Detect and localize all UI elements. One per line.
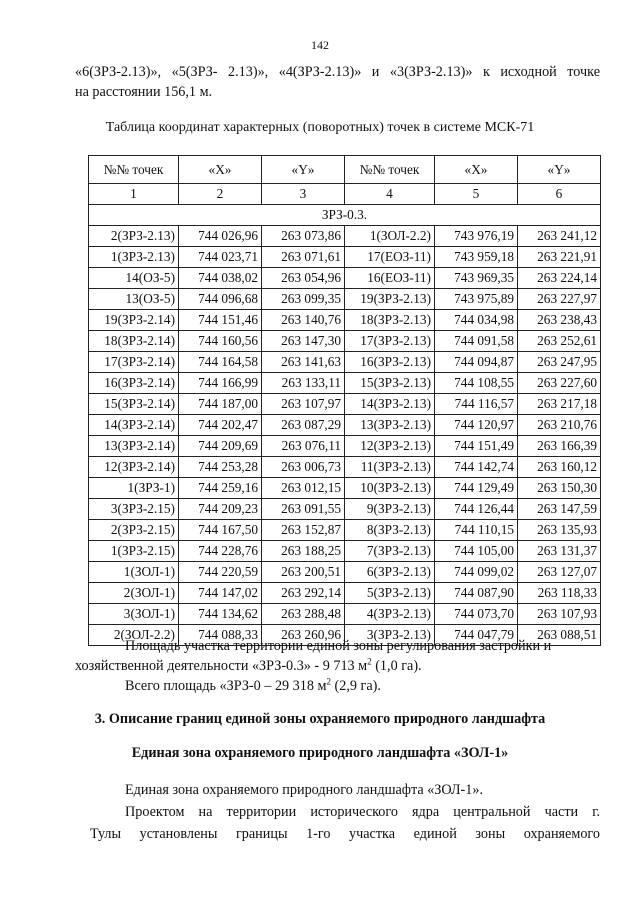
table-row bbox=[89, 373, 601, 394]
point-number-cell: 4(ЗРЗ-2.13) bbox=[345, 604, 435, 625]
point-number-cell: 5(ЗРЗ-2.13) bbox=[345, 583, 435, 604]
x-coordinate-cell: 744 164,58 bbox=[179, 352, 262, 373]
table-row bbox=[89, 520, 601, 541]
x-coordinate-cell: 744 209,69 bbox=[179, 436, 262, 457]
table-row bbox=[89, 583, 601, 604]
x-coordinate-cell: 744 038,02 bbox=[179, 268, 262, 289]
column-number: 1 bbox=[89, 184, 179, 205]
point-number-cell: 9(ЗРЗ-2.13) bbox=[345, 499, 435, 520]
x-coordinate-cell: 744 126,44 bbox=[435, 499, 518, 520]
table-row bbox=[89, 478, 601, 499]
point-number-cell: 7(ЗРЗ-2.13) bbox=[345, 541, 435, 562]
body-line-3: Тулы установлены границы 1-го участка единой зоны охраняемого bbox=[90, 826, 600, 842]
point-number-cell: 1(ЗОЛ-1) bbox=[89, 562, 179, 583]
point-number-cell: 3(ЗОЛ-1) bbox=[89, 604, 179, 625]
header-point-number: №№ точек bbox=[345, 156, 435, 184]
intro-line-2: на расстоянии 156,1 м. bbox=[75, 84, 213, 100]
x-coordinate-cell: 743 976,19 bbox=[435, 226, 518, 247]
y-coordinate-cell: 263 292,14 bbox=[262, 583, 345, 604]
x-coordinate-cell: 744 160,56 bbox=[179, 331, 262, 352]
table-row bbox=[89, 268, 601, 289]
x-coordinate-cell: 744 151,49 bbox=[435, 436, 518, 457]
y-coordinate-cell: 263 099,35 bbox=[262, 289, 345, 310]
column-number: 6 bbox=[518, 184, 601, 205]
x-coordinate-cell: 744 166,99 bbox=[179, 373, 262, 394]
y-coordinate-cell: 263 210,76 bbox=[518, 415, 601, 436]
point-number-cell: 18(ЗРЗ-2.13) bbox=[345, 310, 435, 331]
area-superscript: 2 bbox=[367, 656, 372, 667]
y-coordinate-cell: 263 252,61 bbox=[518, 331, 601, 352]
x-coordinate-cell: 744 120,97 bbox=[435, 415, 518, 436]
x-coordinate-cell: 744 129,49 bbox=[435, 478, 518, 499]
x-coordinate-cell: 744 073,70 bbox=[435, 604, 518, 625]
y-coordinate-cell: 263 247,95 bbox=[518, 352, 601, 373]
table-caption: Таблица координат характерных (поворотных) точек в системе МСК-71 bbox=[105, 120, 535, 135]
point-number-cell: 3(ЗРЗ-2.15) bbox=[89, 499, 179, 520]
coordinates-table bbox=[88, 155, 601, 646]
total-hectares: (2,9 га). bbox=[330, 678, 381, 694]
zone-label: ЗРЗ-0.3. bbox=[89, 205, 601, 226]
point-number-cell: 12(ЗРЗ-2.13) bbox=[345, 436, 435, 457]
y-coordinate-cell: 263 118,33 bbox=[518, 583, 601, 604]
y-coordinate-cell: 263 135,93 bbox=[518, 520, 601, 541]
x-coordinate-cell: 744 091,58 bbox=[435, 331, 518, 352]
area-text: хозяйственной деятельности «ЗРЗ-0.3» - 9 713 м bbox=[75, 658, 368, 674]
table-row bbox=[89, 457, 601, 478]
y-coordinate-cell: 263 150,30 bbox=[518, 478, 601, 499]
y-coordinate-cell: 263 166,39 bbox=[518, 436, 601, 457]
x-coordinate-cell: 744 088,33 bbox=[179, 625, 262, 646]
table-row bbox=[89, 499, 601, 520]
total-text: Всего площадь «ЗРЗ-0 – 29 318 м bbox=[125, 678, 327, 694]
point-number-cell: 11(ЗРЗ-2.13) bbox=[345, 457, 435, 478]
y-coordinate-cell: 263 088,51 bbox=[518, 625, 601, 646]
x-coordinate-cell: 744 047,79 bbox=[435, 625, 518, 646]
y-coordinate-cell: 263 133,11 bbox=[262, 373, 345, 394]
point-number-cell: 1(ЗРЗ-1) bbox=[89, 478, 179, 499]
point-number-cell: 14(ОЗ-5) bbox=[89, 268, 179, 289]
x-coordinate-cell: 744 220,59 bbox=[179, 562, 262, 583]
y-coordinate-cell: 263 152,87 bbox=[262, 520, 345, 541]
table-row bbox=[89, 541, 601, 562]
y-coordinate-cell: 263 054,96 bbox=[262, 268, 345, 289]
table-row bbox=[89, 247, 601, 268]
x-coordinate-cell: 744 147,02 bbox=[179, 583, 262, 604]
y-coordinate-cell: 263 012,15 bbox=[262, 478, 345, 499]
x-coordinate-cell: 744 034,98 bbox=[435, 310, 518, 331]
point-number-cell: 2(ЗРЗ-2.15) bbox=[89, 520, 179, 541]
x-coordinate-cell: 744 202,47 bbox=[179, 415, 262, 436]
section-heading: 3. Описание границ единой зоны охраняемого природного ландшафта bbox=[94, 711, 546, 727]
x-coordinate-cell: 744 259,16 bbox=[179, 478, 262, 499]
y-coordinate-cell: 263 091,55 bbox=[262, 499, 345, 520]
point-number-cell: 2(ЗРЗ-2.13) bbox=[89, 226, 179, 247]
table-row bbox=[89, 562, 601, 583]
column-number: 5 bbox=[435, 184, 518, 205]
table-header-row bbox=[89, 156, 601, 184]
y-coordinate-cell: 263 140,76 bbox=[262, 310, 345, 331]
point-number-cell: 18(ЗРЗ-2.14) bbox=[89, 331, 179, 352]
y-coordinate-cell: 263 141,63 bbox=[262, 352, 345, 373]
table-row bbox=[89, 415, 601, 436]
total-area bbox=[75, 676, 600, 696]
point-number-cell: 19(ЗРЗ-2.13) bbox=[345, 289, 435, 310]
y-coordinate-cell: 263 241,12 bbox=[518, 226, 601, 247]
y-coordinate-cell: 263 260,96 bbox=[262, 625, 345, 646]
area-hectares: (1,0 га). bbox=[371, 658, 422, 674]
y-coordinate-cell: 263 288,48 bbox=[262, 604, 345, 625]
y-coordinate-cell: 263 227,60 bbox=[518, 373, 601, 394]
point-number-cell: 16(ЗРЗ-2.13) bbox=[345, 352, 435, 373]
point-number-cell: 13(ЗРЗ-2.13) bbox=[345, 415, 435, 436]
header-x: «X» bbox=[179, 156, 262, 184]
table-row bbox=[89, 394, 601, 415]
y-coordinate-cell: 263 147,59 bbox=[518, 499, 601, 520]
body-line-1: Единая зона охраняемого природного ландшафта «ЗОЛ-1». bbox=[125, 782, 484, 798]
table-row bbox=[89, 331, 601, 352]
x-coordinate-cell: 744 209,23 bbox=[179, 499, 262, 520]
body-line-2: Проектом на территории исторического ядра центральной части г. bbox=[125, 804, 600, 820]
column-number: 4 bbox=[345, 184, 435, 205]
y-coordinate-cell: 263 200,51 bbox=[262, 562, 345, 583]
x-coordinate-cell: 743 969,35 bbox=[435, 268, 518, 289]
y-coordinate-cell: 263 238,43 bbox=[518, 310, 601, 331]
point-number-cell: 1(ЗОЛ-2.2) bbox=[345, 226, 435, 247]
y-coordinate-cell: 263 107,97 bbox=[262, 394, 345, 415]
x-coordinate-cell: 744 023,71 bbox=[179, 247, 262, 268]
point-number-cell: 2(ЗОЛ-1) bbox=[89, 583, 179, 604]
y-coordinate-cell: 263 006,73 bbox=[262, 457, 345, 478]
y-coordinate-cell: 263 107,93 bbox=[518, 604, 601, 625]
y-coordinate-cell: 263 188,25 bbox=[262, 541, 345, 562]
y-coordinate-cell: 263 160,12 bbox=[518, 457, 601, 478]
point-number-cell: 16(ЗРЗ-2.14) bbox=[89, 373, 179, 394]
x-coordinate-cell: 744 108,55 bbox=[435, 373, 518, 394]
y-coordinate-cell: 263 076,11 bbox=[262, 436, 345, 457]
point-number-cell: 13(ОЗ-5) bbox=[89, 289, 179, 310]
table-row bbox=[89, 289, 601, 310]
point-number-cell: 16(ЕОЗ-11) bbox=[345, 268, 435, 289]
table-row bbox=[89, 226, 601, 247]
x-coordinate-cell: 744 094,87 bbox=[435, 352, 518, 373]
point-number-cell: 17(ЗРЗ-2.14) bbox=[89, 352, 179, 373]
x-coordinate-cell: 744 151,46 bbox=[179, 310, 262, 331]
x-coordinate-cell: 743 975,89 bbox=[435, 289, 518, 310]
column-number: 3 bbox=[262, 184, 345, 205]
point-number-cell: 8(ЗРЗ-2.13) bbox=[345, 520, 435, 541]
x-coordinate-cell: 744 096,68 bbox=[179, 289, 262, 310]
table-row bbox=[89, 604, 601, 625]
x-coordinate-cell: 744 134,62 bbox=[179, 604, 262, 625]
point-number-cell: 3(ЗРЗ-2.13) bbox=[345, 625, 435, 646]
x-coordinate-cell: 743 959,18 bbox=[435, 247, 518, 268]
y-coordinate-cell: 263 071,61 bbox=[262, 247, 345, 268]
x-coordinate-cell: 744 253,28 bbox=[179, 457, 262, 478]
y-coordinate-cell: 263 227,97 bbox=[518, 289, 601, 310]
x-coordinate-cell: 744 110,15 bbox=[435, 520, 518, 541]
point-number-cell: 6(ЗРЗ-2.13) bbox=[345, 562, 435, 583]
y-coordinate-cell: 263 147,30 bbox=[262, 331, 345, 352]
point-number-cell: 17(ЕОЗ-11) bbox=[345, 247, 435, 268]
intro-line-1: «6(ЗРЗ-2.13)», «5(ЗРЗ- 2.13)», «4(ЗРЗ-2.13)» и «3(ЗРЗ-2.13)» к исходной точке bbox=[75, 64, 600, 80]
point-number-cell: 10(ЗРЗ-2.13) bbox=[345, 478, 435, 499]
total-superscript: 2 bbox=[326, 676, 331, 687]
area-line-1: Площадь участка территории единой зоны регулирования застройки и bbox=[125, 638, 552, 654]
x-coordinate-cell: 744 105,00 bbox=[435, 541, 518, 562]
x-coordinate-cell: 744 116,57 bbox=[435, 394, 518, 415]
subsection-heading: Единая зона охраняемого природного ландшафта «ЗОЛ-1» bbox=[131, 745, 509, 761]
point-number-cell: 12(ЗРЗ-2.14) bbox=[89, 457, 179, 478]
page-number: 142 bbox=[311, 38, 329, 52]
point-number-cell: 15(ЗРЗ-2.13) bbox=[345, 373, 435, 394]
point-number-cell: 1(ЗРЗ-2.13) bbox=[89, 247, 179, 268]
x-coordinate-cell: 744 099,02 bbox=[435, 562, 518, 583]
y-coordinate-cell: 263 221,91 bbox=[518, 247, 601, 268]
x-coordinate-cell: 744 187,00 bbox=[179, 394, 262, 415]
point-number-cell: 1(ЗРЗ-2.15) bbox=[89, 541, 179, 562]
column-number: 2 bbox=[179, 184, 262, 205]
point-number-cell: 15(ЗРЗ-2.14) bbox=[89, 394, 179, 415]
table-row bbox=[89, 352, 601, 373]
table-row bbox=[89, 310, 601, 331]
x-coordinate-cell: 744 087,90 bbox=[435, 583, 518, 604]
header-y: «Y» bbox=[518, 156, 601, 184]
x-coordinate-cell: 744 167,50 bbox=[179, 520, 262, 541]
point-number-cell: 14(ЗРЗ-2.14) bbox=[89, 415, 179, 436]
x-coordinate-cell: 744 142,74 bbox=[435, 457, 518, 478]
zone-label-row bbox=[89, 205, 601, 226]
point-number-cell: 17(ЗРЗ-2.13) bbox=[345, 331, 435, 352]
y-coordinate-cell: 263 073,86 bbox=[262, 226, 345, 247]
point-number-cell: 13(ЗРЗ-2.14) bbox=[89, 436, 179, 457]
y-coordinate-cell: 263 217,18 bbox=[518, 394, 601, 415]
header-y: «Y» bbox=[262, 156, 345, 184]
y-coordinate-cell: 263 131,37 bbox=[518, 541, 601, 562]
y-coordinate-cell: 263 224,14 bbox=[518, 268, 601, 289]
area-line-2 bbox=[75, 656, 600, 676]
point-number-cell: 2(ЗОЛ-2.2) bbox=[89, 625, 179, 646]
point-number-cell: 19(ЗРЗ-2.14) bbox=[89, 310, 179, 331]
header-x: «X» bbox=[435, 156, 518, 184]
x-coordinate-cell: 744 026,96 bbox=[179, 226, 262, 247]
y-coordinate-cell: 263 087,29 bbox=[262, 415, 345, 436]
point-number-cell: 14(ЗРЗ-2.13) bbox=[345, 394, 435, 415]
column-number-row bbox=[89, 184, 601, 205]
header-point-number: №№ точек bbox=[89, 156, 179, 184]
table-row bbox=[89, 436, 601, 457]
x-coordinate-cell: 744 228,76 bbox=[179, 541, 262, 562]
y-coordinate-cell: 263 127,07 bbox=[518, 562, 601, 583]
